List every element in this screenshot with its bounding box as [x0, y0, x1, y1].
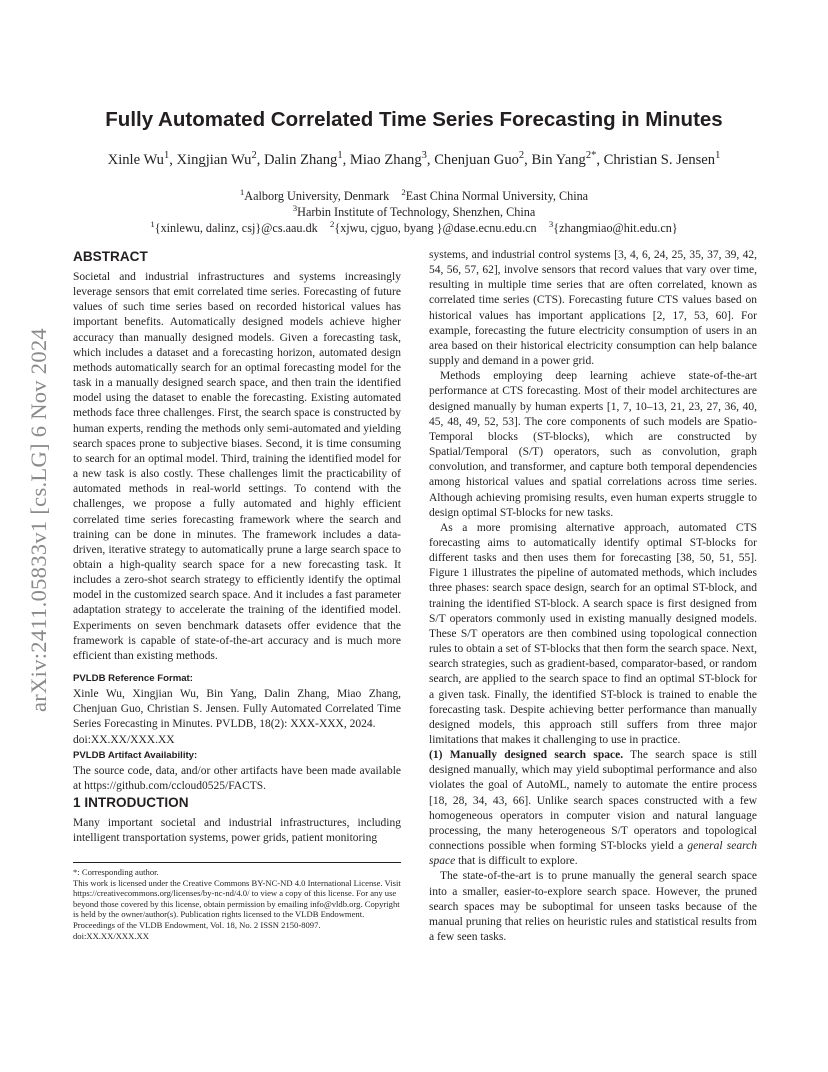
reference-format-heading: PVLDB Reference Format:: [73, 673, 193, 685]
limitation-1-heading: (1) Manually designed search space.: [429, 749, 624, 762]
email: {xinlewu, dalinz, csj}@cs.aau.dk: [154, 221, 318, 235]
limitation-1-text-end: that is difficult to explore.: [455, 855, 578, 868]
affiliation-line-2: [72, 202, 756, 220]
arxiv-id: arXiv:2411.05833v1 [cs.LG] 6 Nov 2024: [26, 328, 51, 712]
general-search-space-term: general search space: [429, 840, 757, 868]
email: {xjwu, cjguo, byang }@dase.ecnu.edu.cn: [334, 221, 537, 235]
reference-format-doi: doi:XX.XX/XXX.XX: [73, 733, 175, 746]
affiliation: Harbin Institute of Technology, Shenzhen, China: [297, 205, 536, 219]
author-sup: 2: [518, 150, 525, 162]
limitation-1-text: The search space is still designed manually, which may yield suboptimal performance and also violates the goal of AutoML, namely to automate the entire process [18, 28, 34, 43, 66]. Unlike search spaces constructed with a few homogeneous operators in computer vision and natural language processing, the many heterogeneous S/T operators and topological connections possible when forming ST-blocks yield a: [429, 749, 757, 853]
intro-paragraph-2: Methods employing deep learning achieve state-of-the-art performance at CTS forecasting. Most of their model architectures are designed manually by human experts [1, 7, 10–13, 21, 23, 27, 36, 40, 45, 48, 49, 52, 53]. The core components of such models are Spatio-Temporal blocks (ST-blocks), which are constructed by Spatial/Temporal (S/T) operators, such as convolution, graph convolution, and transformer, and capture both temporal dependencies among historical values and spatial correlations across time series. Although achieving promising results, even human experts struggle to design optimal ST-blocks for new tasks.: [429, 370, 757, 519]
email-sup: 2: [329, 218, 335, 229]
email: {zhangmiao@hit.edu.cn}: [553, 221, 678, 235]
author: Chenjuan Guo: [434, 152, 519, 168]
footnote-proceedings: Proceedings of the VLDB Endowment, Vol. 18, No. 2 ISSN 2150-8097.: [73, 919, 321, 930]
affil-sup: 1: [239, 186, 245, 197]
intro-paragraph-1-start: Many important societal and industrial infrastructures, including intelligent transportation systems, power grids, patient monitoring: [73, 817, 401, 845]
author: Bin Yang: [531, 152, 586, 168]
email-line: [72, 218, 756, 236]
footnote-license: This work is licensed under the Creative Commons BY-NC-ND 4.0 International License. Visit https://creativecommons.org/licenses/by-nc-nd/4.0/ to view a copy of this license. For any use beyond those covered by this license, obtain permission by emailing info@vldb.org. Copyright is held by the owner/author(s). Publication rights licensed to the VLDB Endowment.: [73, 877, 401, 920]
intro-paragraph-3: As a more promising alternative approach, automated CTS forecasting aims to automatically identify optimal ST-blocks for different tasks and then uses them for forecasting [38, 50, 51, 55]. Figure 1 illustrates the pipeline of automated methods, which includes three phases: search space design, search for an optimal ST-block, and training the identified ST-block. A search space is first designed from S/T operators commonly used in existing manually designed models. These S/T operators are then combined using topological connection rules to obtain a set of ST-blocks that then form the search space. Next, search strategies, such as gradient-based, comparator-based, or random search, are applied to the search space to find an optimal ST-block for a given task. Finally, the identified ST-block is trained to enable the forecasting task. Despite achieving better performance than manually designed models, this approach still suffers from three major limitations that makes it challenging to use in practice.: [429, 521, 757, 746]
affil-sup: 2: [401, 186, 406, 197]
affiliation: Aalborg University, Denmark: [244, 189, 390, 203]
left-column: [73, 248, 401, 846]
intro-paragraph-5: The state-of-the-art is to prune manually the general search space into a smaller, easier-to-explore search space. However, the pruned search spaces may be suboptimal for unseen tasks because of the manual pruning that relies on heuristic rules and statistical results from a few seen tasks.: [429, 870, 757, 944]
abstract-heading: ABSTRACT: [73, 249, 148, 264]
affiliation-line-1: [72, 186, 756, 204]
author-sup: 1: [163, 150, 170, 162]
author: Dalin Zhang: [264, 152, 338, 168]
author-sup: 1: [715, 150, 721, 162]
author-list: Xinle Wu$^1$, Xingjian Wu$^2$, Dalin Zhang$^1$, Miao Zhang$^3$, Chenjuan Guo$^2$, Bin Yang$^{2*}$, Christian S. Jensen$^1$: [107, 150, 721, 168]
introduction-heading: 1 INTRODUCTION: [73, 795, 189, 810]
artifact-text: The source code, data, and/or other artifacts have been made available at https://github.com/ccloud0525/FACTS.: [73, 764, 401, 792]
artifact-heading: PVLDB Artifact Availability:: [73, 749, 198, 761]
footnotes: [73, 862, 401, 941]
affiliation: East China Normal University, China: [405, 189, 589, 203]
author: Xinle Wu: [107, 152, 164, 168]
abstract-body: Societal and industrial infrastructures and systems increasingly leverage sensors that emit correlated time series. Forecasting of future values of such time series based on recorded historical values has important benefits. Automatically designed models achieve higher accuracy than manually designed models. Given a forecasting task, which includes a dataset and a forecasting horizon, automated design methods automatically search for an optimal forecasting model for the task in a manually designed search space, and then train the identified model using the dataset to enable the forecasting. Existing automated methods face three challenges. First, the search space is constructed by human experts, rending the methods only semi-automated and yielding search spaces prone to subjective biases. Second, it is time consuming to search for an optimal model. Third, training the identified model for a new task is also costly. These challenges limit the practicability of automated methods in real-world settings. To contend with the challenges, we propose a fully automated and highly efficient correlated time series forecasting framework where the search and training can be done in minutes. The framework includes a data-driven, iterative strategy to automatically prune a large search space to obtain a high-quality search space for a new forecasting task. It includes a zero-shot search strategy to efficiently identify the optimal model in the customized search space. And it includes a fast parameter adaptation strategy to accelerate the training of the identified model. Experiments on seven benchmark datasets offer evidence that the framework is capable of state-of-the-art accuracy and is much more efficient than existing methods.: [73, 271, 401, 662]
paper-title: Fully Automated Correlated Time Series Forecasting in Minutes: [105, 108, 723, 131]
arxiv-sidebar-stamp: [24, 290, 54, 750]
author: Xingjian Wu: [176, 152, 252, 168]
right-column: [429, 248, 757, 945]
author: Christian S. Jensen: [603, 152, 716, 168]
author-sup: 2: [251, 150, 257, 162]
intro-paragraph-4: [429, 748, 757, 869]
author: Miao Zhang: [349, 152, 422, 168]
affil-sup: 3: [292, 202, 298, 213]
footnote-doi: doi:XX.XX/XXX.XX: [73, 930, 149, 941]
footnote-corresponding: *: Corresponding author.: [73, 867, 159, 877]
author-sup: 1: [337, 150, 343, 162]
reference-format-text: Xinle Wu, Xingjian Wu, Bin Yang, Dalin Zhang, Miao Zhang, Chenjuan Guo, Christian S. Jensen. Fully Automated Correlated Time Series Forecasting in Minutes. PVLDB, 18(2): XXX-XXX, 2024.: [73, 688, 401, 731]
intro-paragraph-1-end: systems, and industrial control systems [3, 4, 6, 24, 25, 35, 37, 39, 42, 54, 56, 57, 62], involve sensors that record values that vary over time, resulting in multiple time series that are often correlated, known as correlated time series (CTS). Forecasting future CTS values based on historical values has important applications [2, 17, 53, 60]. For example, forecasting the future electricity consumption of users in an area based on their historical electricity consumption can help balance supply and demand in a power grid.: [429, 249, 757, 368]
email-sup: 1: [150, 218, 155, 229]
author-sup: 2*: [585, 150, 597, 162]
email-sup: 3: [548, 218, 554, 229]
author-sup: 3: [421, 150, 427, 162]
